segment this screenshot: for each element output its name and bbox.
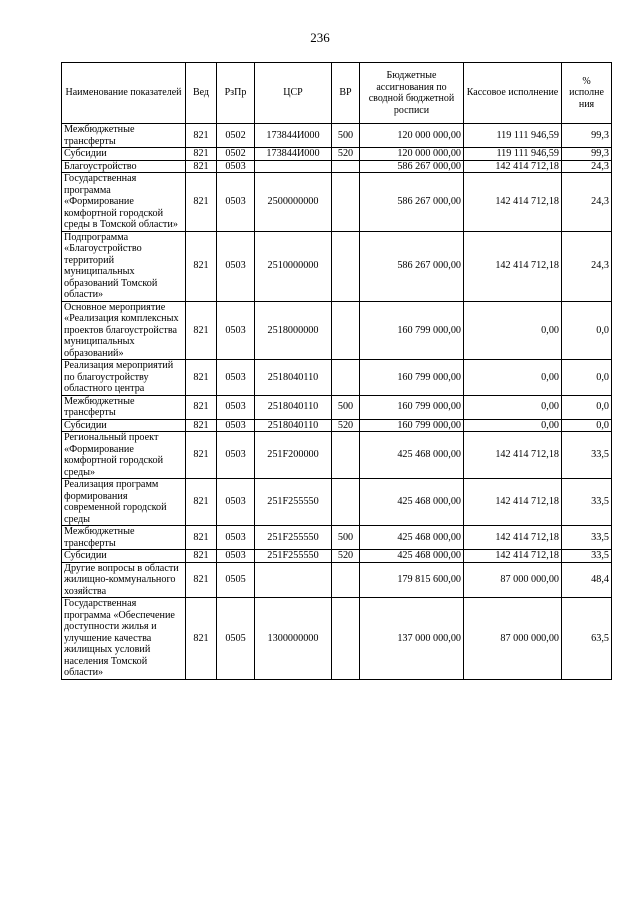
cell-vr (332, 479, 360, 526)
cell-vr (332, 562, 360, 598)
table-header-row (62, 63, 612, 124)
cell-cash-execution: 87 000 000,00 (464, 562, 562, 598)
cell-csr: 251F200000 (255, 432, 332, 479)
table-row (62, 562, 612, 598)
cell-csr: 251F255550 (255, 526, 332, 550)
table-row (62, 231, 612, 301)
cell-rzpr: 0503 (217, 550, 255, 563)
cell-csr: 2518040110 (255, 360, 332, 396)
cell-ved: 821 (186, 419, 217, 432)
cell-vr (332, 360, 360, 396)
cell-ved: 821 (186, 395, 217, 419)
cell-rzpr: 0503 (217, 173, 255, 232)
header-percent: % исполне ния (562, 63, 612, 124)
cell-ved: 821 (186, 173, 217, 232)
table-row (62, 160, 612, 173)
cell-assignments: 179 815 600,00 (360, 562, 464, 598)
header-ved: Вед (186, 63, 217, 124)
cell-percent: 24,3 (562, 160, 612, 173)
cell-name: Межбюджетные трансферты (62, 395, 186, 419)
cell-csr: 251F255550 (255, 550, 332, 563)
table-row (62, 124, 612, 148)
cell-csr (255, 562, 332, 598)
cell-csr (255, 160, 332, 173)
cell-csr: 2518040110 (255, 395, 332, 419)
cell-cash-execution: 142 414 712,18 (464, 432, 562, 479)
table-row (62, 526, 612, 550)
cell-assignments: 160 799 000,00 (360, 419, 464, 432)
cell-percent: 33,5 (562, 526, 612, 550)
cell-name: Государственная программа «Обеспечение доступности жилья и улучшение качества жилищных условий населения Томской области» (62, 598, 186, 680)
cell-csr: 2518040110 (255, 419, 332, 432)
cell-assignments: 160 799 000,00 (360, 301, 464, 360)
cell-percent: 24,3 (562, 173, 612, 232)
cell-cash-execution: 142 414 712,18 (464, 526, 562, 550)
cell-vr (332, 173, 360, 232)
cell-vr: 520 (332, 550, 360, 563)
cell-vr: 520 (332, 148, 360, 161)
cell-percent: 0,0 (562, 395, 612, 419)
header-assignments: Бюджетные ассигнования по сводной бюджетной росписи (360, 63, 464, 124)
table-row (62, 395, 612, 419)
cell-assignments: 137 000 000,00 (360, 598, 464, 680)
cell-percent: 33,5 (562, 432, 612, 479)
cell-rzpr: 0503 (217, 301, 255, 360)
cell-csr: 2500000000 (255, 173, 332, 232)
cell-ved: 821 (186, 301, 217, 360)
cell-cash-execution: 142 414 712,18 (464, 231, 562, 301)
cell-csr: 251F255550 (255, 479, 332, 526)
cell-cash-execution: 0,00 (464, 301, 562, 360)
cell-percent: 48,4 (562, 562, 612, 598)
table-row (62, 419, 612, 432)
cell-cash-execution: 119 111 946,59 (464, 148, 562, 161)
cell-cash-execution: 0,00 (464, 395, 562, 419)
cell-csr: 173844И000 (255, 124, 332, 148)
table-row (62, 173, 612, 232)
cell-cash-execution: 142 414 712,18 (464, 550, 562, 563)
cell-name: Государственная программа «Формирование комфортной городской среды в Томской области» (62, 173, 186, 232)
cell-rzpr: 0502 (217, 124, 255, 148)
cell-name: Реализация мероприятий по благоустройству областного центра (62, 360, 186, 396)
table-row (62, 432, 612, 479)
cell-vr: 500 (332, 124, 360, 148)
cell-name: Подпрограмма «Благоустройство территорий муниципальных образований Томской области» (62, 231, 186, 301)
cell-rzpr: 0502 (217, 148, 255, 161)
cell-rzpr: 0503 (217, 160, 255, 173)
cell-csr: 2518000000 (255, 301, 332, 360)
header-rzpr: РзПр (217, 63, 255, 124)
cell-percent: 24,3 (562, 231, 612, 301)
cell-assignments: 120 000 000,00 (360, 124, 464, 148)
table-row (62, 148, 612, 161)
cell-vr: 500 (332, 526, 360, 550)
cell-name: Межбюджетные трансферты (62, 526, 186, 550)
cell-cash-execution: 0,00 (464, 360, 562, 396)
table-row (62, 479, 612, 526)
header-name: Наименование показателей (62, 63, 186, 124)
cell-csr: 2510000000 (255, 231, 332, 301)
cell-rzpr: 0503 (217, 395, 255, 419)
header-vr: ВР (332, 63, 360, 124)
cell-ved: 821 (186, 550, 217, 563)
cell-name: Субсидии (62, 419, 186, 432)
cell-ved: 821 (186, 598, 217, 680)
cell-name: Межбюджетные трансферты (62, 124, 186, 148)
cell-cash-execution: 0,00 (464, 419, 562, 432)
cell-cash-execution: 142 414 712,18 (464, 479, 562, 526)
cell-ved: 821 (186, 526, 217, 550)
cell-assignments: 120 000 000,00 (360, 148, 464, 161)
header-csr: ЦСР (255, 63, 332, 124)
budget-table (61, 62, 612, 680)
cell-assignments: 586 267 000,00 (360, 160, 464, 173)
cell-percent: 33,5 (562, 550, 612, 563)
cell-vr (332, 301, 360, 360)
cell-cash-execution: 142 414 712,18 (464, 173, 562, 232)
cell-percent: 0,0 (562, 419, 612, 432)
cell-assignments: 586 267 000,00 (360, 173, 464, 232)
cell-name: Основное мероприятие «Реализация комплексных проектов благоустройства муниципальных образований» (62, 301, 186, 360)
cell-rzpr: 0503 (217, 479, 255, 526)
cell-cash-execution: 119 111 946,59 (464, 124, 562, 148)
cell-percent: 99,3 (562, 148, 612, 161)
cell-ved: 821 (186, 124, 217, 148)
cell-vr (332, 231, 360, 301)
cell-ved: 821 (186, 562, 217, 598)
cell-assignments: 586 267 000,00 (360, 231, 464, 301)
cell-rzpr: 0503 (217, 360, 255, 396)
cell-cash-execution: 87 000 000,00 (464, 598, 562, 680)
cell-vr (332, 598, 360, 680)
table-row (62, 301, 612, 360)
cell-percent: 99,3 (562, 124, 612, 148)
cell-percent: 63,5 (562, 598, 612, 680)
cell-percent: 0,0 (562, 301, 612, 360)
cell-assignments: 160 799 000,00 (360, 360, 464, 396)
page-number: 236 (310, 30, 330, 45)
cell-name: Субсидии (62, 148, 186, 161)
cell-name: Субсидии (62, 550, 186, 563)
cell-cash-execution: 142 414 712,18 (464, 160, 562, 173)
cell-rzpr: 0505 (217, 562, 255, 598)
cell-rzpr: 0503 (217, 432, 255, 479)
header-cash-execution: Кассовое исполнение (464, 63, 562, 124)
cell-ved: 821 (186, 360, 217, 396)
cell-ved: 821 (186, 160, 217, 173)
cell-vr (332, 160, 360, 173)
cell-vr: 500 (332, 395, 360, 419)
cell-name: Региональный проект «Формирование комфортной городской среды» (62, 432, 186, 479)
cell-vr (332, 432, 360, 479)
cell-ved: 821 (186, 148, 217, 161)
table-row (62, 550, 612, 563)
cell-assignments: 425 468 000,00 (360, 432, 464, 479)
cell-assignments: 160 799 000,00 (360, 395, 464, 419)
cell-ved: 821 (186, 432, 217, 479)
cell-name: Другие вопросы в области жилищно-коммунального хозяйства (62, 562, 186, 598)
cell-name: Реализация программ формирования современной городской среды (62, 479, 186, 526)
cell-name: Благоустройство (62, 160, 186, 173)
cell-ved: 821 (186, 479, 217, 526)
cell-rzpr: 0505 (217, 598, 255, 680)
cell-percent: 33,5 (562, 479, 612, 526)
cell-rzpr: 0503 (217, 526, 255, 550)
cell-assignments: 425 468 000,00 (360, 550, 464, 563)
cell-assignments: 425 468 000,00 (360, 479, 464, 526)
table-row (62, 598, 612, 680)
cell-vr: 520 (332, 419, 360, 432)
cell-percent: 0,0 (562, 360, 612, 396)
cell-assignments: 425 468 000,00 (360, 526, 464, 550)
cell-csr: 173844И000 (255, 148, 332, 161)
cell-ved: 821 (186, 231, 217, 301)
cell-rzpr: 0503 (217, 419, 255, 432)
cell-csr: 1300000000 (255, 598, 332, 680)
table-row (62, 360, 612, 396)
cell-rzpr: 0503 (217, 231, 255, 301)
